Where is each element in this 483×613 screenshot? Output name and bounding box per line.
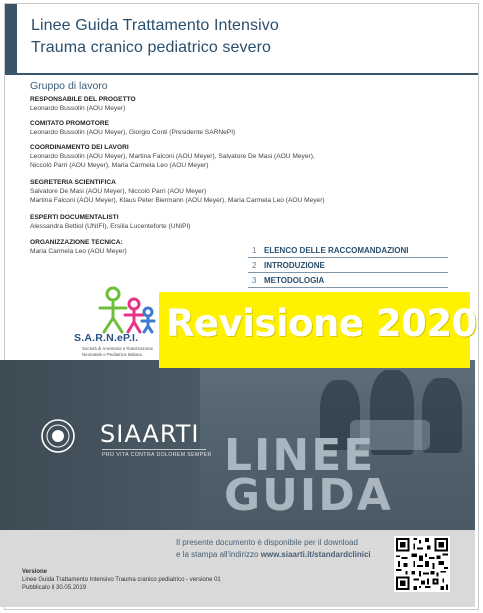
download-prefix: e la stampa all'indirizzo bbox=[176, 550, 261, 559]
published-line: Pubblicato il 30.05.2019 bbox=[22, 585, 87, 591]
toc-label: ELENCO DELLE RACCOMANDAZIONI bbox=[264, 246, 409, 255]
section-comitato bbox=[30, 119, 235, 137]
section-line: Salvatore De Masi (AOU Meyer), Niccolò Parri (AOU Meyer) bbox=[30, 188, 207, 195]
section-heading: COMITATO PROMOTORE bbox=[30, 120, 110, 127]
table-of-contents bbox=[248, 243, 448, 288]
section-esperti bbox=[30, 213, 191, 231]
section-segreteria bbox=[30, 178, 325, 205]
cover-word-linee: LINEE bbox=[224, 430, 376, 481]
toc-label: METODOLOGIA bbox=[264, 276, 325, 285]
toc-number: 2 bbox=[252, 261, 257, 270]
qr-code-icon[interactable] bbox=[394, 536, 450, 592]
section-responsabile bbox=[30, 95, 136, 113]
download-text-line-2 bbox=[176, 550, 371, 559]
section-line: Niccolò Parri (AOU Meyer), Maria Carmela Leo (AOU Meyer) bbox=[30, 162, 209, 169]
header bbox=[5, 4, 479, 74]
toc-label: INTRODUZIONE bbox=[264, 261, 325, 270]
section-coordinamento bbox=[30, 143, 315, 170]
siaarti-motto: PRO VITA CONTRA DOLOREM SEMPER bbox=[102, 452, 212, 458]
section-heading: SEGRETERIA SCIENTIFICA bbox=[30, 179, 116, 186]
working-group-heading: Gruppo di lavoro bbox=[30, 80, 108, 92]
revision-banner-text: Revisione 2020 bbox=[166, 302, 477, 345]
header-accent-bar bbox=[5, 4, 17, 74]
download-text-line-1: Il presente documento è disponibile per il download bbox=[176, 538, 358, 547]
section-line: Leonardo Bussolin (AOU Meyer), Giorgio Conti (Presidente SARNePI) bbox=[30, 129, 236, 136]
section-heading: COORDINAMENTO DEI LAVORI bbox=[30, 144, 129, 151]
header-divider bbox=[5, 73, 479, 75]
toc-item-metodologia[interactable] bbox=[248, 273, 448, 288]
sarnepi-name: S.A.R.N.eP.I. bbox=[74, 332, 139, 344]
version-line: Linee Guida Trattamento Intensivo Trauma cranico pediatrico - versione 01 bbox=[22, 577, 221, 583]
toc-item-introduzione[interactable] bbox=[248, 258, 448, 273]
toc-number: 3 bbox=[252, 276, 257, 285]
section-line: Alessandra Bettiol (UNIFI), Ersilia Lucenteforte (UNIPI) bbox=[30, 223, 191, 230]
section-line: Maria Carmela Leo (AOU Meyer) bbox=[30, 248, 127, 255]
section-heading: RESPONSABILE DEL PROGETTO bbox=[30, 96, 136, 103]
siaarti-name: SIAARTI bbox=[100, 420, 200, 448]
toc-number: 1 bbox=[252, 246, 257, 255]
cover-word-guida: GUIDA bbox=[224, 470, 393, 521]
download-link[interactable]: www.siaarti.it/standardclinici bbox=[260, 550, 371, 559]
title-line-1: Linee Guida Trattamento Intensivo bbox=[31, 17, 279, 34]
section-heading: ESPERTI DOCUMENTALISTI bbox=[30, 214, 119, 221]
section-line: Leonardo Bussolin (AOU Meyer) bbox=[30, 105, 126, 112]
toc-item-raccomandazioni[interactable] bbox=[248, 243, 448, 258]
version-heading: Versione bbox=[22, 569, 48, 575]
sarnepi-subtitle-1: Società di Anestesia e Rianimazione bbox=[82, 346, 154, 351]
siaarti-seal-icon bbox=[40, 418, 76, 454]
section-organizzazione bbox=[30, 238, 127, 256]
section-heading: ORGANIZZAZIONE TECNICA: bbox=[30, 239, 123, 246]
siaarti-divider bbox=[102, 449, 206, 450]
title-line-2: Trauma cranico pediatrico severo bbox=[31, 39, 272, 56]
sarnepi-subtitle-2: Neonatale e Pediatrica Italiana bbox=[82, 352, 142, 357]
section-line: Leonardo Bussolin (AOU Meyer), Martina Falconi (AOU Meyer), Salvatore De Masi (AOU Meyer), bbox=[30, 153, 315, 160]
section-line: Martina Falconi (AOU Meyer), Klaus Peter Biermann (AOU Meyer), Maria Carmela Leo (AOU Meyer) bbox=[30, 197, 325, 204]
